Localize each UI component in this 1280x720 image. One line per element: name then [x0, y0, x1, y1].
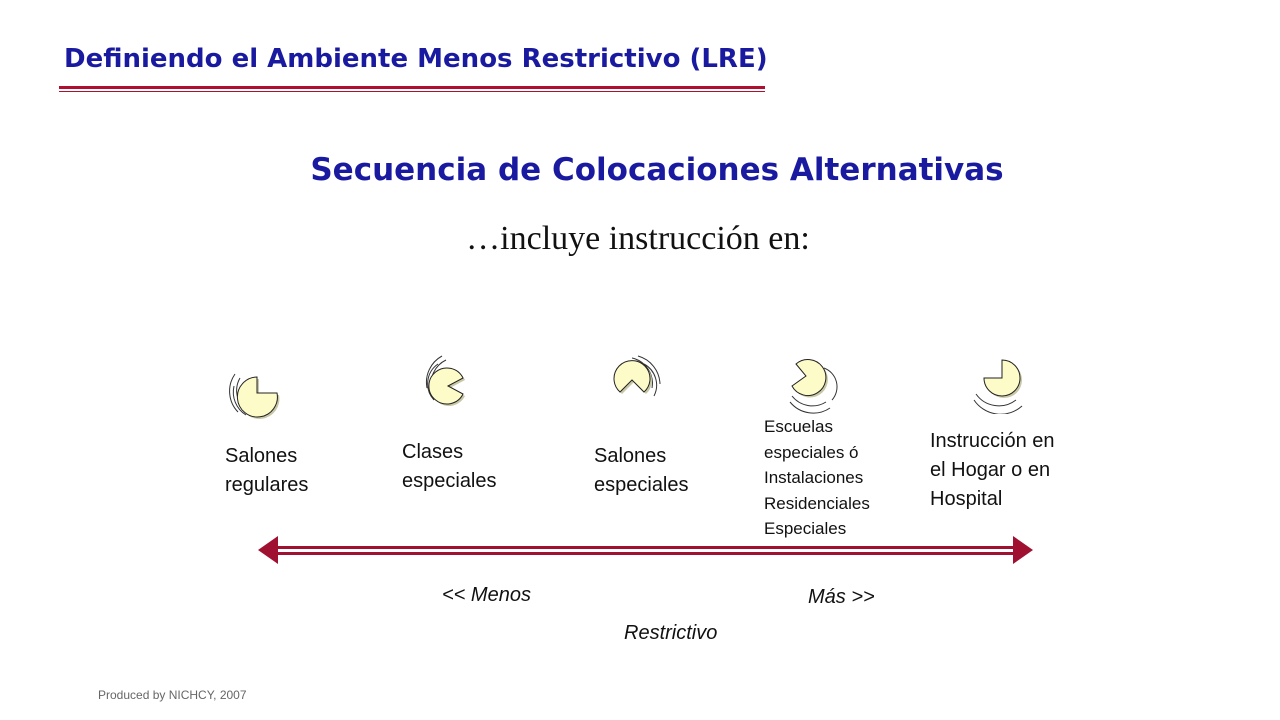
- label-line: especiales: [402, 470, 497, 492]
- placement-label-clases-especiales: [402, 438, 497, 496]
- label-line: Instrucción en: [930, 430, 1055, 452]
- label-line: especiales ó: [764, 442, 859, 462]
- label-line: Instalaciones: [764, 468, 864, 487]
- label-line: regulares: [225, 474, 309, 496]
- title-underline-thick: [59, 86, 765, 89]
- label-line: especiales: [594, 474, 689, 496]
- pacman-icon: [778, 350, 842, 414]
- placement-label-salones-regulares: [225, 442, 308, 500]
- placement-label-salones-especiales: [594, 442, 689, 500]
- pacman-icon: [418, 350, 482, 414]
- pacman-icon: [220, 360, 284, 424]
- label-line: Salones: [594, 445, 667, 467]
- label-line: Clases: [402, 441, 464, 463]
- subtitle: Secuencia de Colocaciones Alternativas: [310, 152, 1004, 188]
- scale-right-label: Más >>: [808, 586, 875, 608]
- pacman-icon: [600, 348, 664, 412]
- placement-label-instruccion-hogar: [930, 427, 1055, 514]
- label-line: Especiales: [764, 519, 847, 538]
- scale-left-label: << Menos: [442, 584, 531, 606]
- footer-credit: Produced by NICHCY, 2007: [98, 688, 247, 702]
- restrictiveness-arrow: [258, 535, 1033, 567]
- label-line: el Hogar o en: [930, 459, 1051, 481]
- label-line: Escuelas: [764, 417, 833, 436]
- placement-label-escuelas-especiales: [764, 414, 870, 542]
- scale-center-label: Restrictivo: [624, 622, 718, 644]
- slide-title: Definiendo el Ambiente Menos Restrictivo (LRE): [64, 44, 768, 74]
- tagline: …incluye instrucción en:: [466, 220, 810, 257]
- label-line: Hospital: [930, 488, 1003, 510]
- title-underline-thin: [59, 91, 765, 92]
- label-line: Salones: [225, 445, 298, 467]
- label-line: Residenciales: [764, 493, 870, 513]
- pacman-icon: [966, 350, 1030, 414]
